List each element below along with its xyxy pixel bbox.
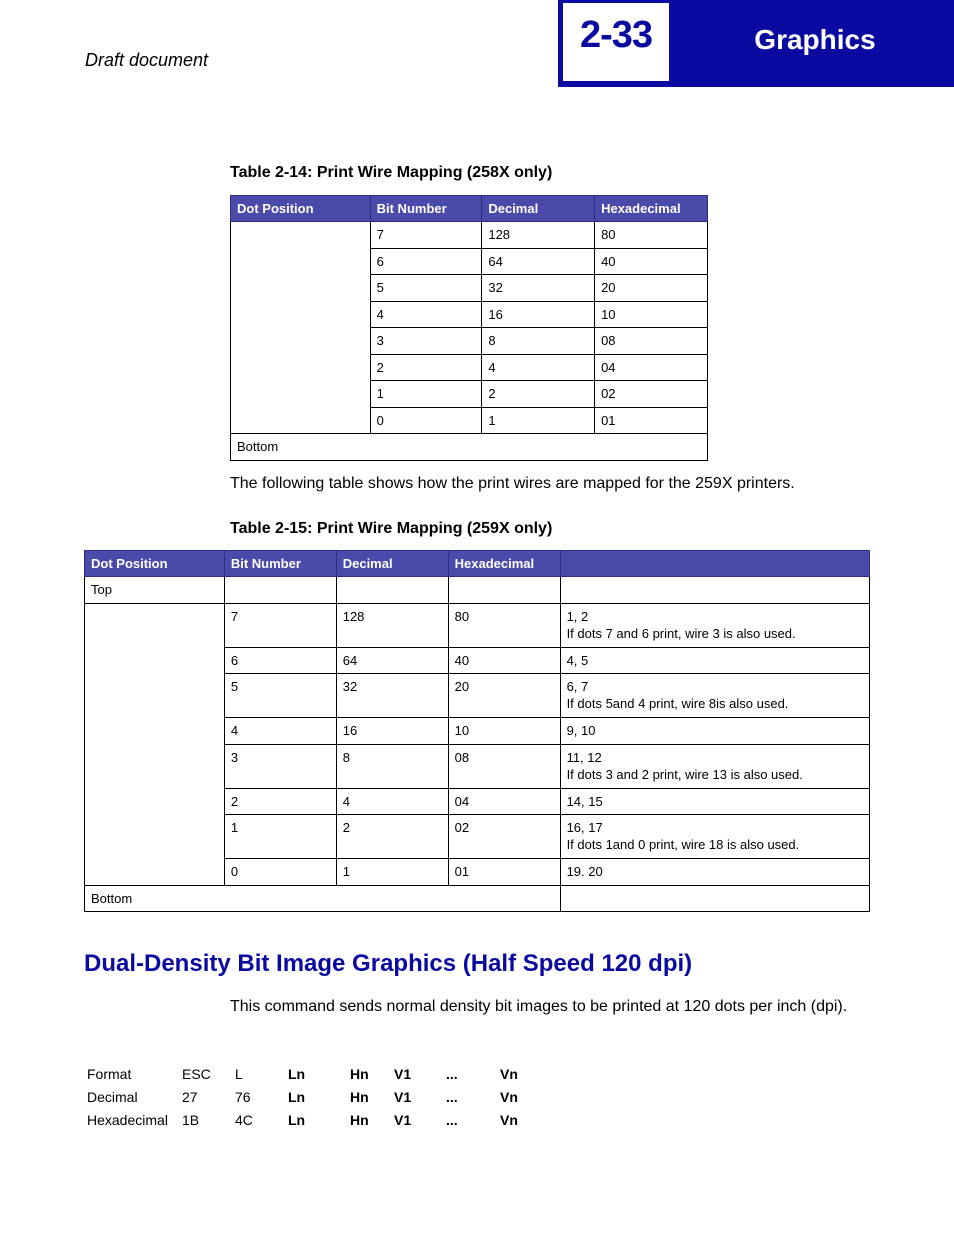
decimal-cell: 2 — [336, 815, 448, 859]
wires-cell — [560, 815, 869, 859]
format-param: V1 — [394, 1111, 412, 1128]
hex-cell: 80 — [595, 222, 708, 249]
format-label: Format — [87, 1065, 132, 1082]
bit-cell: 3 — [370, 328, 482, 355]
format-row — [87, 1085, 540, 1108]
hex-cell: 04 — [595, 354, 708, 381]
decimal-cell: 4 — [336, 788, 448, 815]
decimal-cell: 128 — [482, 222, 595, 249]
bit-cell: 7 — [370, 222, 482, 249]
column-header-wires — [560, 551, 869, 577]
column-header-decimal: Decimal — [482, 196, 595, 222]
format-value: 27 — [182, 1088, 198, 1105]
wires-cell — [560, 647, 869, 674]
format-param: Ln — [288, 1088, 306, 1105]
format-label: Decimal — [87, 1088, 138, 1105]
wires-value: 16, 17 — [566, 820, 603, 835]
bit-cell: 5 — [370, 275, 482, 302]
bit-cell: 3 — [224, 744, 336, 788]
format-param: Hn — [350, 1111, 369, 1128]
format-param: ... — [446, 1088, 458, 1105]
bit-cell: 7 — [224, 603, 336, 647]
format-value: 76 — [235, 1088, 251, 1105]
wires-cell — [560, 674, 869, 718]
wires-value: 1, 2 — [566, 608, 589, 624]
top-label: Top — [85, 577, 225, 604]
dot-position-cell — [231, 222, 371, 434]
command-format-table — [87, 1062, 540, 1131]
wires-cell — [560, 603, 869, 647]
hex-cell: 02 — [595, 381, 708, 408]
format-value: L — [235, 1065, 243, 1082]
hex-cell: 80 — [448, 603, 560, 647]
format-param: Hn — [350, 1088, 369, 1105]
hex-cell: 40 — [448, 647, 560, 674]
wires-value: 6, 7 — [566, 679, 589, 694]
bit-cell: 0 — [224, 859, 336, 886]
column-header-dot-position: Dot Position — [231, 196, 371, 222]
decimal-cell: 128 — [336, 603, 448, 647]
wires-cell — [560, 859, 869, 886]
bit-cell: 6 — [224, 647, 336, 674]
format-label: Hexadecimal — [87, 1111, 168, 1128]
bit-cell: 0 — [370, 407, 482, 434]
table2-caption: Table 2-15: Print Wire Mapping (259X only) — [230, 520, 553, 537]
hex-cell: 01 — [448, 859, 560, 886]
print-wire-table-259x — [84, 550, 870, 912]
column-header-bit-number: Bit Number — [224, 551, 336, 577]
column-header-dot-position: Dot Position — [85, 551, 225, 577]
empty-cell — [336, 577, 448, 604]
format-param: V1 — [394, 1065, 412, 1082]
format-param: Vn — [500, 1088, 518, 1105]
wires-value: 14, 15 — [566, 793, 603, 809]
wires-note: If dots 1and 0 print, wire 18 is also used. — [566, 837, 800, 852]
table-row — [85, 885, 870, 912]
bit-cell: 1 — [224, 815, 336, 859]
table-header-row — [85, 551, 870, 577]
decimal-cell: 1 — [482, 407, 595, 434]
decimal-cell: 64 — [482, 248, 595, 275]
table1-caption: Table 2-14: Print Wire Mapping (258X only) — [230, 164, 553, 181]
bit-cell: 1 — [370, 381, 482, 408]
hex-cell: 40 — [595, 248, 708, 275]
format-param: Hn — [350, 1065, 369, 1082]
format-row — [87, 1062, 540, 1085]
format-param: Vn — [500, 1111, 518, 1128]
dot-position-cell — [85, 603, 225, 885]
chapter-title: Graphics — [754, 24, 876, 55]
empty-cell — [560, 577, 869, 604]
decimal-cell: 32 — [336, 674, 448, 718]
format-param: ... — [446, 1111, 458, 1128]
table-row — [231, 222, 708, 249]
decimal-cell: 32 — [482, 275, 595, 302]
wires-cell — [560, 788, 869, 815]
column-header-hexadecimal: Hexadecimal — [595, 196, 708, 222]
hex-cell: 10 — [595, 301, 708, 328]
column-header-bit-number: Bit Number — [370, 196, 482, 222]
hex-cell: 20 — [595, 275, 708, 302]
bit-cell: 2 — [370, 354, 482, 381]
bit-cell: 6 — [370, 248, 482, 275]
hex-cell: 08 — [595, 328, 708, 355]
wires-cell — [560, 718, 869, 745]
hex-cell: 02 — [448, 815, 560, 859]
wires-note: If dots 3 and 2 print, wire 13 is also used. — [566, 766, 803, 782]
decimal-cell: 16 — [336, 718, 448, 745]
bit-cell: 2 — [224, 788, 336, 815]
hex-cell: 10 — [448, 718, 560, 745]
decimal-cell: 4 — [482, 354, 595, 381]
bit-cell: 5 — [224, 674, 336, 718]
hex-cell: 08 — [448, 744, 560, 788]
hex-cell: 04 — [448, 788, 560, 815]
format-param: Vn — [500, 1065, 518, 1082]
table-header-row — [231, 196, 708, 222]
format-value: ESC — [182, 1065, 211, 1082]
wires-value: 4, 5 — [566, 652, 589, 668]
page-number: 2-33 — [579, 14, 653, 56]
wires-value: 19. 20 — [566, 864, 603, 879]
decimal-cell: 64 — [336, 647, 448, 674]
format-row — [87, 1108, 540, 1131]
format-param: Ln — [288, 1111, 306, 1128]
column-header-hexadecimal: Hexadecimal — [448, 551, 560, 577]
wires-note: If dots 7 and 6 print, wire 3 is also used. — [566, 625, 796, 641]
bit-cell: 4 — [370, 301, 482, 328]
hex-cell: 20 — [448, 674, 560, 718]
section-body: This command sends normal density bit images to be printed at 120 dots per inch (dpi). — [230, 998, 848, 1015]
column-header-decimal: Decimal — [336, 551, 448, 577]
bottom-label: Bottom — [231, 434, 708, 461]
decimal-cell: 1 — [336, 859, 448, 886]
print-wire-table-258x — [230, 195, 708, 461]
section-heading: Dual-Density Bit Image Graphics (Half Speed 120 dpi) — [84, 950, 693, 977]
table-row — [85, 577, 870, 604]
format-param: ... — [446, 1065, 458, 1082]
wires-note: If dots 5and 4 print, wire 8is also used. — [566, 696, 789, 711]
bottom-label: Bottom — [85, 885, 561, 912]
decimal-cell: 8 — [482, 328, 595, 355]
decimal-cell: 8 — [336, 744, 448, 788]
wires-cell — [560, 744, 869, 788]
decimal-cell: 16 — [482, 301, 595, 328]
hex-cell: 01 — [595, 407, 708, 434]
table-row — [231, 434, 708, 461]
format-value: 1B — [182, 1111, 200, 1128]
intro-259x-paragraph: The following table shows how the print wires are mapped for the 259X printers. — [230, 475, 795, 492]
bit-cell: 4 — [224, 718, 336, 745]
empty-cell — [448, 577, 560, 604]
format-param: Ln — [288, 1065, 306, 1082]
empty-cell — [224, 577, 336, 604]
format-param: V1 — [394, 1088, 412, 1105]
draft-label: Draft document — [85, 50, 209, 70]
empty-cell — [560, 885, 869, 912]
wires-value: 9, 10 — [566, 723, 596, 738]
wires-value: 11, 12 — [566, 749, 602, 765]
decimal-cell: 2 — [482, 381, 595, 408]
table-row — [85, 603, 870, 647]
format-value: 4C — [235, 1111, 253, 1128]
